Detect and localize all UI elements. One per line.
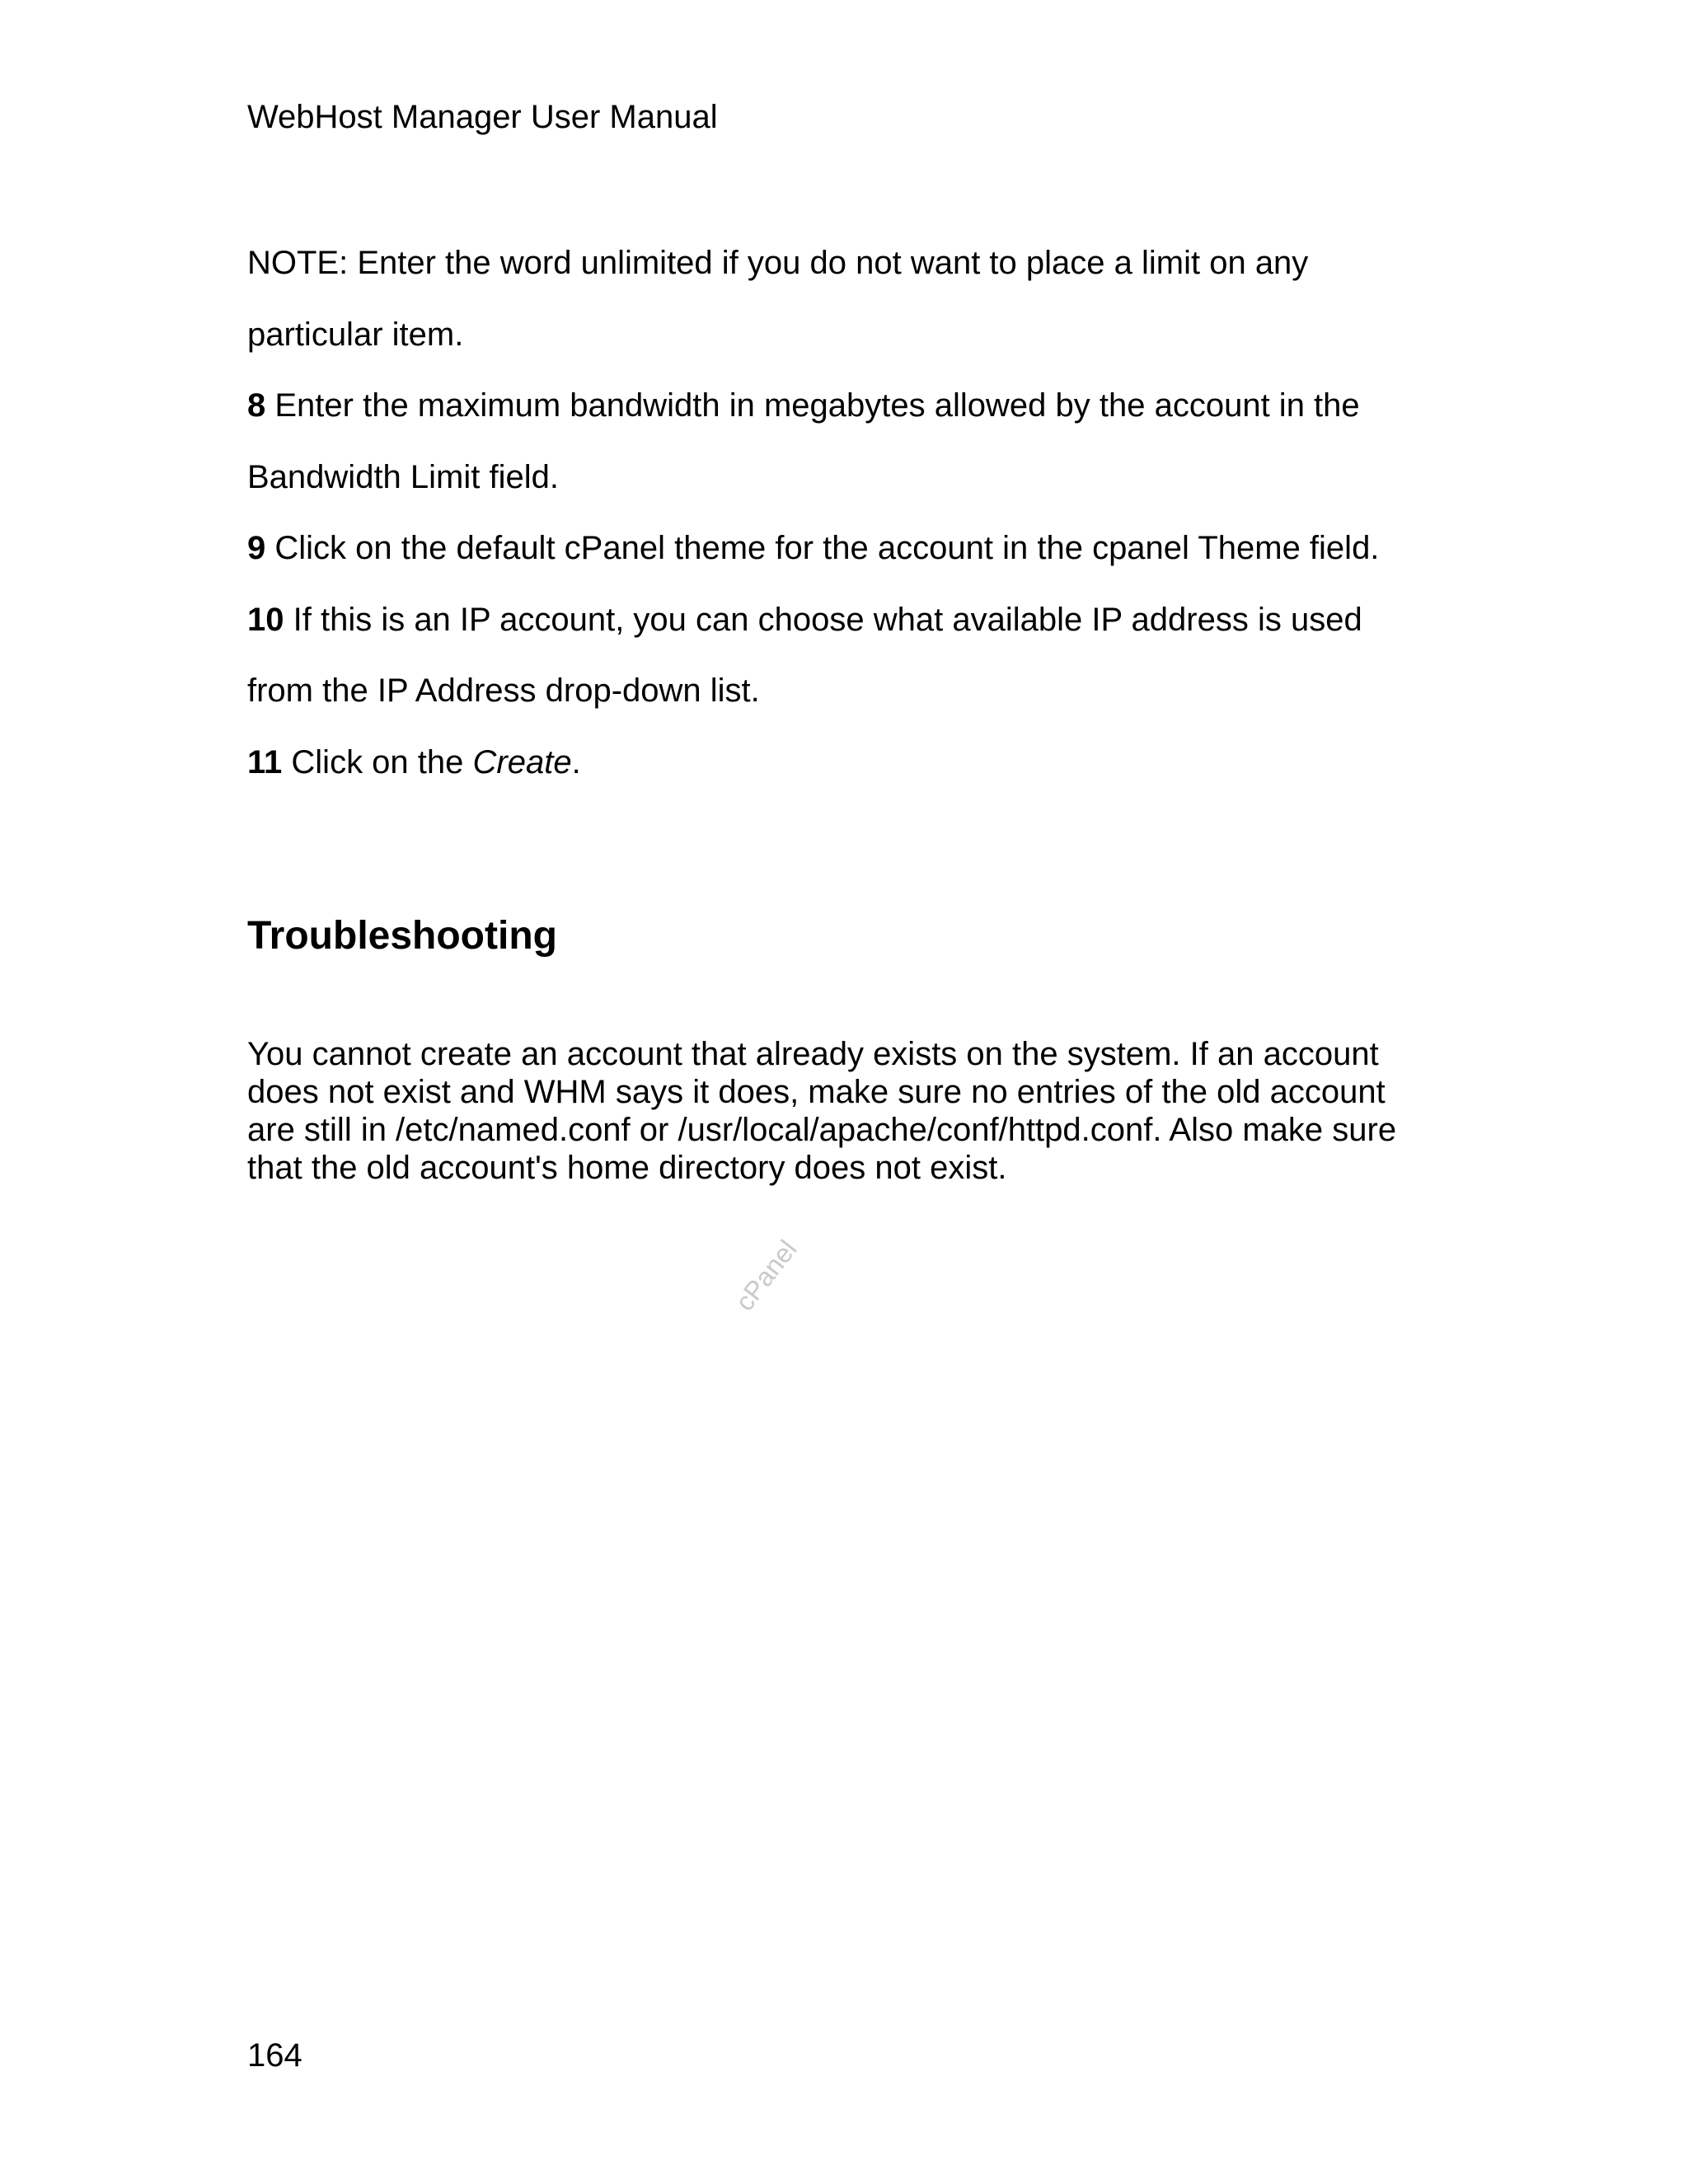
step-8 (247, 370, 1451, 442)
paragraph-line: that the old account's home directory does not exist. (247, 1150, 1007, 1186)
paragraph-line: are still in /etc/named.conf or /usr/local/apache/conf/httpd.conf. Also make sure (247, 1112, 1397, 1148)
step-text: Click on the default cPanel theme for the account in the cpanel Theme field. (265, 530, 1380, 566)
step-number: 10 (247, 601, 284, 638)
paragraph-line: does not exist and WHM says it does, make sure no entries of the old account (247, 1074, 1386, 1110)
step-number: 8 (247, 387, 266, 424)
step-text-end: . (571, 743, 581, 780)
step-11 (247, 727, 1451, 799)
paragraph-line: You cannot create an account that already exists on the system. If an account (247, 1036, 1379, 1072)
note-line: NOTE: Enter the word unlimited if you do not want to place a limit on any (247, 245, 1309, 281)
step-9 (247, 513, 1451, 584)
note-line: particular item. (247, 316, 464, 353)
step-instructions (247, 227, 1451, 798)
watermark: cPanel (729, 1234, 803, 1317)
step-text: If this is an IP account, you can choose what available IP address is used (284, 601, 1362, 638)
step-text: Click on the (282, 743, 473, 780)
running-header: WebHost Manager User Manual (247, 99, 718, 135)
step-number: 11 (247, 743, 283, 780)
section-heading-troubleshooting: Troubleshooting (247, 914, 557, 958)
step-10-continued: from the IP Address drop-down list. (247, 673, 760, 709)
create-emphasis: Create (472, 743, 572, 780)
step-10 (247, 584, 1451, 656)
step-text: Enter the maximum bandwidth in megabytes allowed by the account in the (265, 387, 1360, 424)
troubleshooting-paragraph (247, 1035, 1418, 1187)
step-8-continued: Bandwidth Limit field. (247, 458, 559, 495)
step-number: 9 (247, 530, 266, 566)
page-number: 164 (247, 2037, 302, 2074)
